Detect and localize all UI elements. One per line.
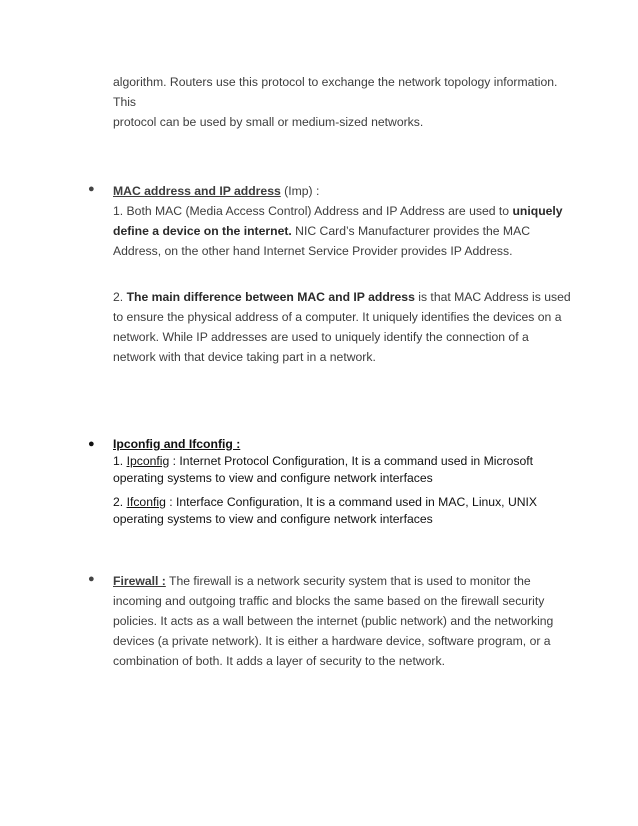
- intro-line-1: algorithm. Routers use this protocol to exchange the network topology information. This: [113, 75, 558, 109]
- firewall-heading-link[interactable]: Firewall :: [113, 574, 166, 588]
- ifconfig-p2-num: 2.: [113, 495, 127, 509]
- mac-ip-p2-bold: The main difference between MAC and IP address: [126, 290, 415, 304]
- mac-ip-tag: (Imp) :: [280, 184, 320, 198]
- mac-ip-p1-bold: uniquely define a device on the internet.: [113, 204, 563, 238]
- intro-paragraph: [113, 72, 573, 132]
- bullet-icon: ●: [88, 183, 95, 195]
- mac-ip-p1-text-a: 1. Both MAC (Media Access Control) Address and IP Address are used to: [113, 204, 513, 218]
- firewall-paragraph: [113, 571, 573, 671]
- ipconfig-term-link[interactable]: Ipconfig: [126, 454, 170, 468]
- firewall-text: The firewall is a network security system that is used to monitor the incoming and outgoing traffic and blocks the same based on the firewall security policies. It acts as a wall between the internet (public network) and the networking devices (a private network). It is either a hardware device, software program, or a combination of both. It adds a layer of security to the network.: [113, 574, 554, 668]
- mac-ip-p1-text-b: NIC Card’s Manufacturer provides the MAC Address, on the other hand Internet Service Provider provides IP Address.: [113, 224, 530, 258]
- ipconfig-p1-num: 1.: [113, 454, 127, 468]
- mac-ip-heading-link[interactable]: MAC address and IP address: [113, 184, 281, 198]
- ipconfig-p1-text: : Internet Protocol Configuration, It is a command used in Microsoft operating systems to view and configure network interfaces: [113, 454, 534, 485]
- intro-line-2: protocol can be used by small or medium-sized networks.: [113, 115, 424, 129]
- ipconfig-paragraph-2: [113, 494, 573, 528]
- mac-ip-p2-num: 2.: [113, 290, 127, 304]
- ipconfig-paragraph-1: [113, 436, 573, 487]
- mac-ip-paragraph-1: [113, 181, 573, 261]
- mac-ip-p2-text: is that MAC Address is used to ensure the physical address of a computer. It uniquely identifies the devices on a network. While IP addresses are used to uniquely identify the connection of a network with that device taking part in a network.: [113, 290, 571, 364]
- bullet-icon: ●: [88, 573, 95, 585]
- ifconfig-p2-text: : Interface Configuration, It is a command used in MAC, Linux, UNIX operating systems to view and configure network interfaces: [113, 495, 538, 526]
- mac-ip-paragraph-2: [113, 287, 573, 367]
- ipconfig-heading-link[interactable]: Ipconfig and Ifconfig :: [113, 437, 241, 451]
- bullet-icon: ●: [88, 438, 95, 450]
- ifconfig-term-link[interactable]: Ifconfig: [126, 495, 166, 509]
